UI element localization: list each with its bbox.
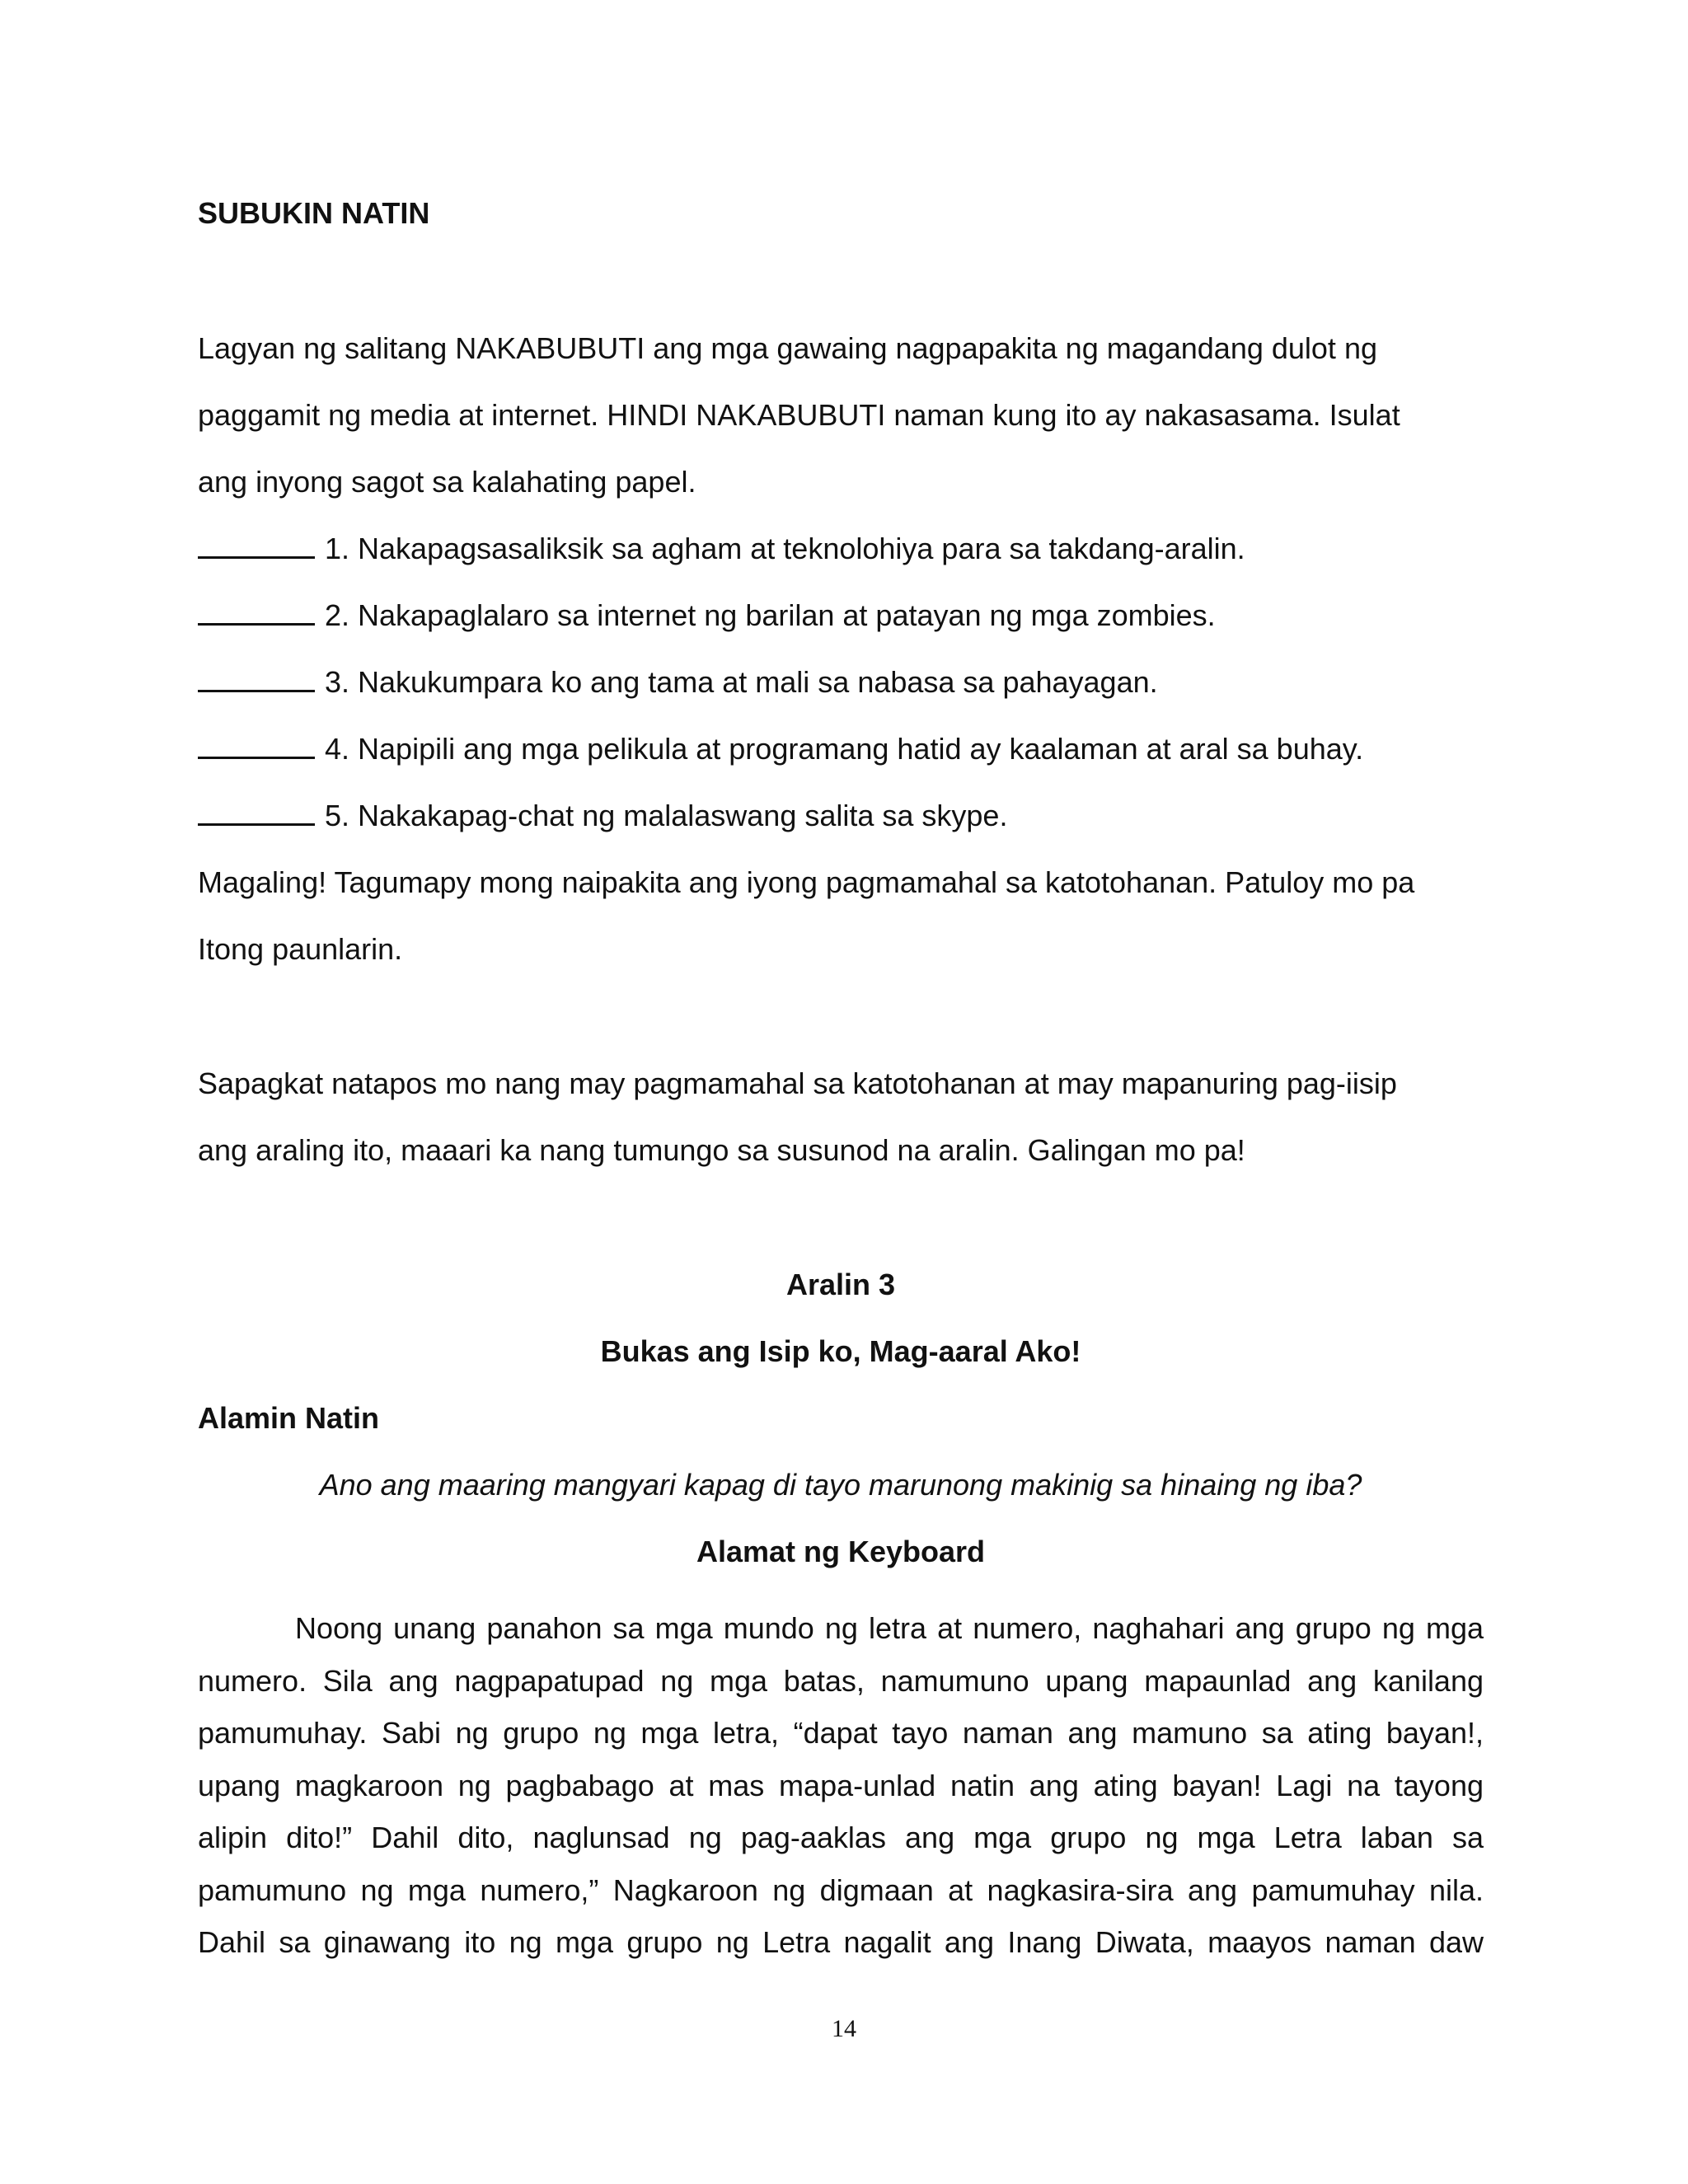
closing-line-1: Sapagkat natapos mo nang may pagmamahal sa katotohanan at may mapanuring pag-iisip [198,1066,1397,1100]
instructions-line-1: Lagyan ng salitang NAKABUBUTI ang mga gawaing nagpapakita ng magandang dulot ng [198,331,1377,365]
story-line: upang magkaroon ng pagbabago at mas mapa-unlad natin ang ating bayan! Lagi na tayong [198,1768,1484,1802]
lesson-title: Bukas ang Isip ko, Mag-aaral Ako! [600,1334,1081,1368]
exercise-item [198,731,1363,767]
story-line: pamumuhay. Sabi ng grupo ng mga letra, “dapat tayo naman ang mamuno sa ating bayan!, [198,1716,1484,1750]
exercise-item-text: 4. Napipili ang mga pelikula at programang hatid ay kaalaman at aral sa buhay. [325,732,1364,766]
exercise-item [198,664,1158,701]
exercise-item [198,598,1216,634]
answer-blank [198,598,315,626]
praise-line-1: Magaling! Tagumapy mong naipakita ang iyong pagmamahal sa katotohanan. Patuloy mo pa [198,865,1415,899]
lesson-number: Aralin 3 [785,1268,896,1301]
answer-blank [198,732,315,759]
instructions-line-3: ang inyong sagot sa kalahating papel. [198,465,696,499]
closing-line-2: ang araling ito, maaari ka nang tumungo sa susunod na aralin. Galingan mo pa! [198,1133,1245,1167]
answer-blank [198,665,315,692]
story-line: Dahil sa ginawang ito ng mga grupo ng Letra nagalit ang Inang Diwata, maayos naman daw [198,1925,1484,1959]
story-line: numero. Sila ang nagpapatupad ng mga batas, namumuno upang mapaunlad ang kanilang [198,1663,1484,1698]
exercise-item [198,531,1245,567]
praise-line-2: Itong paunlarin. [198,932,403,966]
exercise-item-text: 3. Nakukumpara ko ang tama at mali sa nabasa sa pahayagan. [325,665,1158,699]
answer-blank [198,532,315,559]
exercise-item-text: 1. Nakapagsasaliksik sa agham at teknolohiya para sa takdang-aralin. [325,532,1245,565]
page-number: 14 [832,2015,856,2042]
section-title: SUBUKIN NATIN [198,196,430,230]
lesson-subheading: Alamin Natin [198,1401,380,1435]
story-line: Noong unang panahon sa mga mundo ng letra at numero, naghahari ang grupo ng mga [295,1611,1484,1645]
exercise-item-text: 2. Nakapaglalaro sa internet ng barilan at patayan ng mga zombies. [325,598,1216,632]
exercise-item [198,798,1007,834]
story-line: pamumuno ng mga numero,” Nagkaroon ng digmaan at nagkasira-sira ang pamumuhay nila. [198,1872,1484,1907]
story-paragraph [198,1602,1484,1969]
exercise-item-text: 5. Nakakapag-chat ng malalaswang salita sa skype. [325,799,1008,832]
answer-blank [198,799,315,826]
story-line: alipin dito!” Dahil dito, naglunsad ng pag-aaklas ang mga grupo ng mga Letra laban sa [198,1821,1484,1854]
instructions-line-2: paggamit ng media at internet. HINDI NAKABUBUTI naman kung ito ay nakasasama. Isulat [198,398,1400,432]
story-title: Alamat ng Keyboard [696,1535,986,1568]
lesson-question: Ano ang maaring mangyari kapag di tayo marunong makinig sa hinaing ng iba? [319,1468,1362,1502]
